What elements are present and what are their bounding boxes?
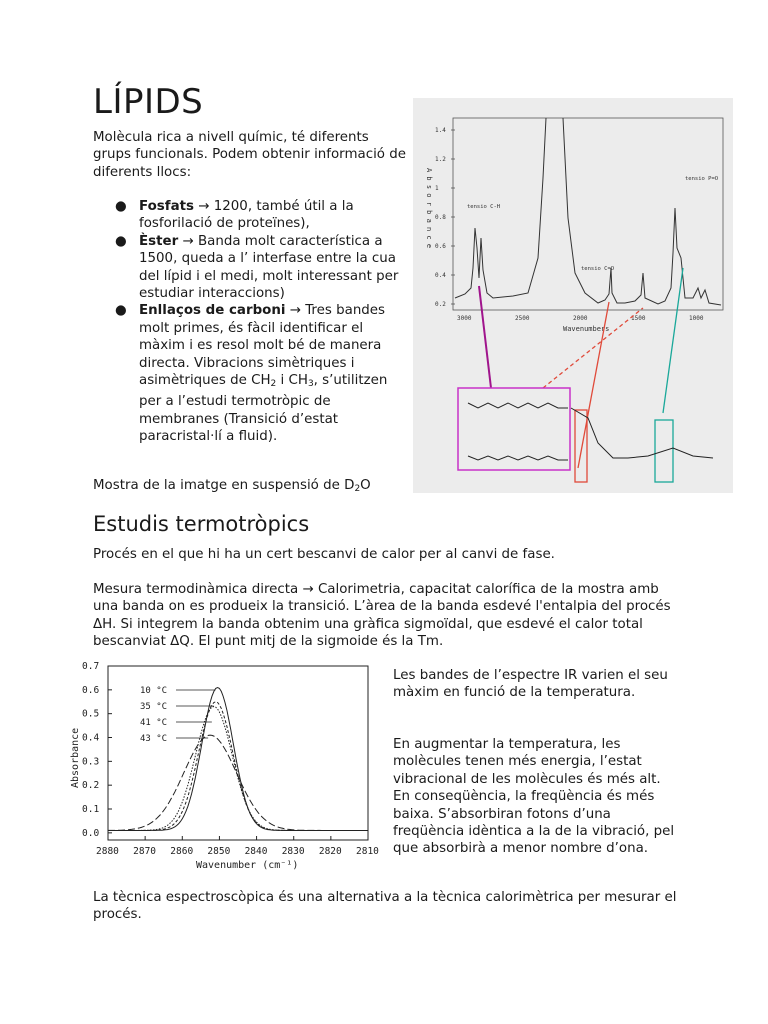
y-tick-label: 0.2 (435, 301, 446, 308)
page-title: LÍPIDS (93, 82, 204, 122)
bullet-text: → Banda molt característica a 1500, queda a l’ interfase entre la cua del lípid i el medi, molt interessant per estudiar interaccions) (139, 233, 399, 302)
y-tick-label: 0.3 (82, 756, 100, 768)
section-heading: Estudis termotròpics (93, 512, 310, 536)
annotation-ch: tensio C-H (467, 204, 501, 210)
caption-text: Mostra de la imatge en suspensió de D (93, 478, 355, 493)
x-tick-label: 2500 (515, 315, 530, 322)
absorbance-chart-svg (68, 660, 380, 875)
y-axis-label: Absorbance (70, 727, 81, 788)
functional-groups-list (93, 198, 413, 446)
measurement-paragraph: Mesura termodinàmica directa → Calorimetria, capacitat calorífica de la mostra amb una banda on es produeix la transició. L’àrea de la banda esdevé l'entalpia del procés ΔH. Si integrem la banda obtenim una gràfica sigmoïdal, que esdevé el calor total bescanviat ΔQ. El punt mitj de la sigmoide és la Tm. (93, 582, 671, 650)
y-tick-label: 0.0 (82, 827, 100, 839)
list-item: ● Fosfats → 1200, també útil a la fosforilació de proteïnes), (115, 199, 354, 232)
sample-caption (93, 477, 371, 498)
x-tick-label: 2850 (207, 846, 231, 857)
y-tick-label: 0.7 (82, 661, 100, 672)
x-tick-label: 1000 (689, 315, 704, 322)
y-tick-label: 0.4 (435, 272, 446, 279)
series-line (108, 735, 368, 830)
y-tick-label: 1.2 (435, 156, 446, 163)
list-item: ● Èster → Banda molt característica a 1500, queda a l’ interfase entre la cua del lípid i el medi, molt interessant per estudiar interaccions) (115, 233, 399, 302)
y-tick-label: 1.4 (435, 127, 446, 134)
y-tick-label: 0.8 (435, 214, 446, 221)
x-axis-label: Wavenumbers (563, 325, 610, 333)
y-tick-label: 0.5 (82, 708, 100, 720)
legend-label: 41 °C (140, 718, 168, 728)
x-tick-label: 2820 (318, 846, 342, 857)
y-tick-label: 0.6 (435, 243, 446, 250)
ir-spectrum-svg (413, 98, 733, 493)
x-tick-label: 2870 (133, 846, 157, 857)
x-tick-label: 2810 (356, 846, 379, 857)
absorbance-chart (68, 660, 380, 875)
list-item: ● Enllaços de carboni → Tres bandes molt primes, és fàcil identificar el màxim i es resol molt bé de manera directa. Vibracions simètriques i asimètriques de $CH_2$ i $CH_3$, s’utilitzen per a l’estudi termotròpic de membranes (Transició d’estat paracristal·lí a fluid). (115, 303, 388, 445)
ir-spectrum-figure (413, 98, 733, 493)
x-tick-label: 2000 (573, 315, 588, 322)
ir-bands-paragraph: Les bandes de l’espectre IR varien el seu màxim en funció de la temperatura. (393, 668, 668, 701)
x-tick-label: 2860 (170, 846, 194, 857)
y-tick-label: 1 (435, 185, 439, 192)
bullet-term: Fosfats (139, 199, 195, 214)
y-tick-label: 0.1 (82, 804, 100, 816)
temperature-paragraph: En augmentar la temperatura, les molècules tenen més energia, l’estat vibracional de les molècules és més alt. En conseqüència, la freqüència és més baixa. S’absorbiran fotons d’una freqüència idèntica a la de la vibració, pel que absorbirà a menor nombre d’ona. (393, 737, 675, 857)
x-axis-label: Wavenumber (cm⁻¹) (196, 860, 299, 871)
bullet-text: → 1200, també útil a la fosforilació de proteïnes), (139, 199, 354, 232)
process-paragraph: Procés en el que hi ha un cert bescanvi de calor per al canvi de fase. (93, 547, 555, 562)
legend-label: 35 °C (140, 702, 168, 712)
y-tick-label: 0.4 (82, 732, 100, 744)
x-tick-labels (457, 315, 704, 322)
technique-paragraph: La tècnica espectroscòpica és una alternativa a la tècnica calorimètrica per mesurar el procés. (93, 890, 677, 923)
y-tick-labels (435, 127, 455, 308)
x-tick-label: 2840 (244, 846, 268, 857)
bullet-term: Èster (139, 233, 179, 249)
subscript: 2 (354, 484, 361, 494)
x-tick-label: 1500 (631, 315, 646, 322)
subscript: 3 (307, 379, 314, 390)
bullet-term: Enllaços de carboni (139, 303, 286, 319)
x-tick-label: 2880 (96, 846, 119, 857)
y-tick-label: 0.6 (82, 684, 100, 696)
legend-label: 10 °C (140, 686, 168, 696)
x-tick-label: 3000 (457, 315, 472, 322)
caption-text: O (360, 478, 371, 493)
y-tick-label: 0.2 (82, 780, 100, 792)
legend-label: 43 °C (140, 734, 168, 744)
x-tick-label: 2830 (281, 846, 305, 857)
annotation-po: tensio P=O (685, 176, 719, 182)
subscript: 2 (270, 379, 277, 390)
bullet-text: → Tres bandes molt primes, és fàcil identificar el màxim i es resol molt bé de manera directa. Vibracions simètriques i asimètriques de CH (139, 303, 386, 389)
y-axis-label: A b s o r b a n c e (425, 168, 433, 249)
annotation-co: tensio C=O (581, 266, 615, 272)
bullet-text: i CH (276, 373, 308, 389)
bullet-text: , s’utilitzen per a l’estudi termotròpic de membranes (Transició d’estat paracristal·lí a fluid). (139, 373, 388, 445)
intro-paragraph: Molècula rica a nivell químic, té diferents grups funcionals. Podem obtenir informació de diferents llocs: (93, 130, 406, 180)
